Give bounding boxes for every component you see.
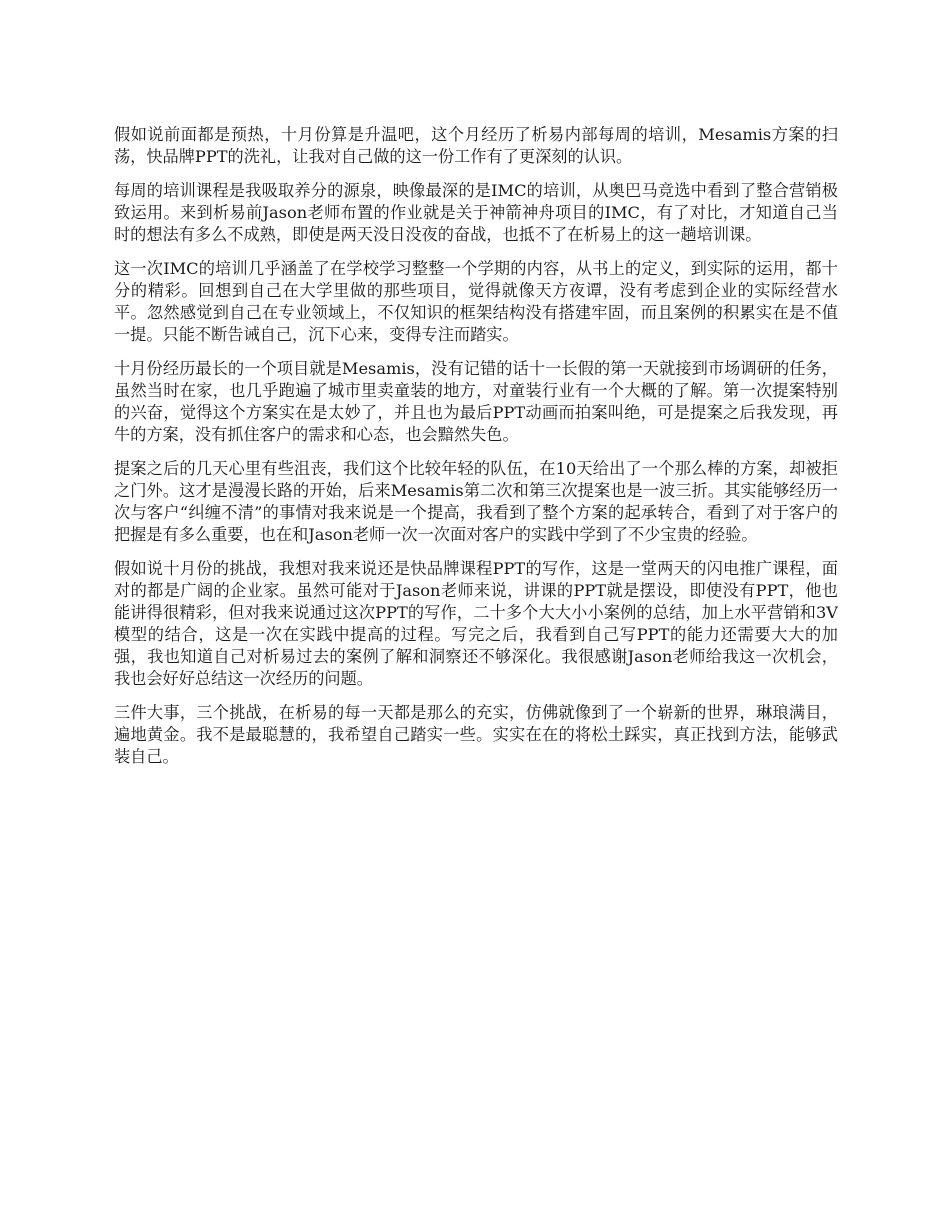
paragraph-4: 十月份经历最长的一个项目就是Mesamis，没有记错的话十一长假的第一天就接到市场调研的任务，虽然当时在家，也几乎跑遍了城市里卖童装的地方，对童装行业有一个大概的了解。第一次提案特别的兴奋，觉得这个方案实在是太妙了，并且也为最后PPT动画而拍案叫绝，可是提案之后我发现，再牛的方案，没有抓住客户的需求和心态，也会黯然失色。 (114, 359, 838, 444)
paragraph-1: 假如说前面都是预热，十月份算是升温吧，这个月经历了析易内部每周的培训，Mesamis方案的扫荡，快品牌PPT的洗礼，让我对自己做的这一份工作有了更深刻的认识。 (114, 125, 838, 166)
paragraph-6: 假如说十月份的挑战，我想对我来说还是快品牌课程PPT的写作，这是一堂两天的闪电推广课程，面对的都是广阔的企业家。虽然可能对于Jason老师来说，讲课的PPT就是摆设，即使没有PPT，他也能讲得很精彩，但对我来说通过这次PPT的写作，二十多个大大小小案例的总结，加上水平营销和3V模型的结合，这是一次在实践中提高的过程。写完之后，我看到自己写PPT的能力还需要大大的加强，我也知道自己对析易过去的案例了解和洞察还不够深化。我很感谢Jason老师给我这一次机会，我也会好好总结这一次经历的问题。 (114, 559, 838, 688)
paragraph-3: 这一次IMC的培训几乎涵盖了在学校学习整整一个学期的内容，从书上的定义，到实际的运用，都十分的精彩。回想到自己在大学里做的那些项目，觉得就像天方夜谭，没有考虑到企业的实际经营水平。忽然感觉到自己在专业领域上，不仅知识的框架结构没有搭建牢固，而且案例的积累实在是不值一提。只能不断告诫自己，沉下心来，变得专注而踏实。 (114, 259, 838, 344)
paragraph-7: 三件大事，三个挑战，在析易的每一天都是那么的充实，仿佛就像到了一个崭新的世界，琳琅满目，遍地黄金。我不是最聪慧的，我希望自己踏实一些。实实在在的将松土踩实，真正找到方法，能够武装自己。 (114, 703, 838, 766)
paragraph-5: 提案之后的几天心里有些沮丧，我们这个比较年轻的队伍，在10天给出了一个那么棒的方案，却被拒之门外。这才是漫漫长路的开始，后来Mesamis第二次和第三次提案也是一波三折。其实能够经历一次与客户“纠缠不清”的事情对我来说是一个提高，我看到了整个方案的起承转合，看到了对于客户的把握是有多么重要，也在和Jason老师一次一次面对客户的实践中学到了不少宝贵的经验。 (114, 459, 838, 544)
paragraph-2: 每周的培训课程是我吸取养分的源泉，映像最深的是IMC的培训，从奥巴马竞选中看到了整合营销极致运用。来到析易前Jason老师布置的作业就是关于神箭神舟项目的IMC，有了对比，才知道自己当时的想法有多么不成熟，即使是两天没日没夜的奋战，也抵不了在析易上的这一趟培训课。 (114, 181, 838, 244)
document-body (114, 124, 838, 780)
